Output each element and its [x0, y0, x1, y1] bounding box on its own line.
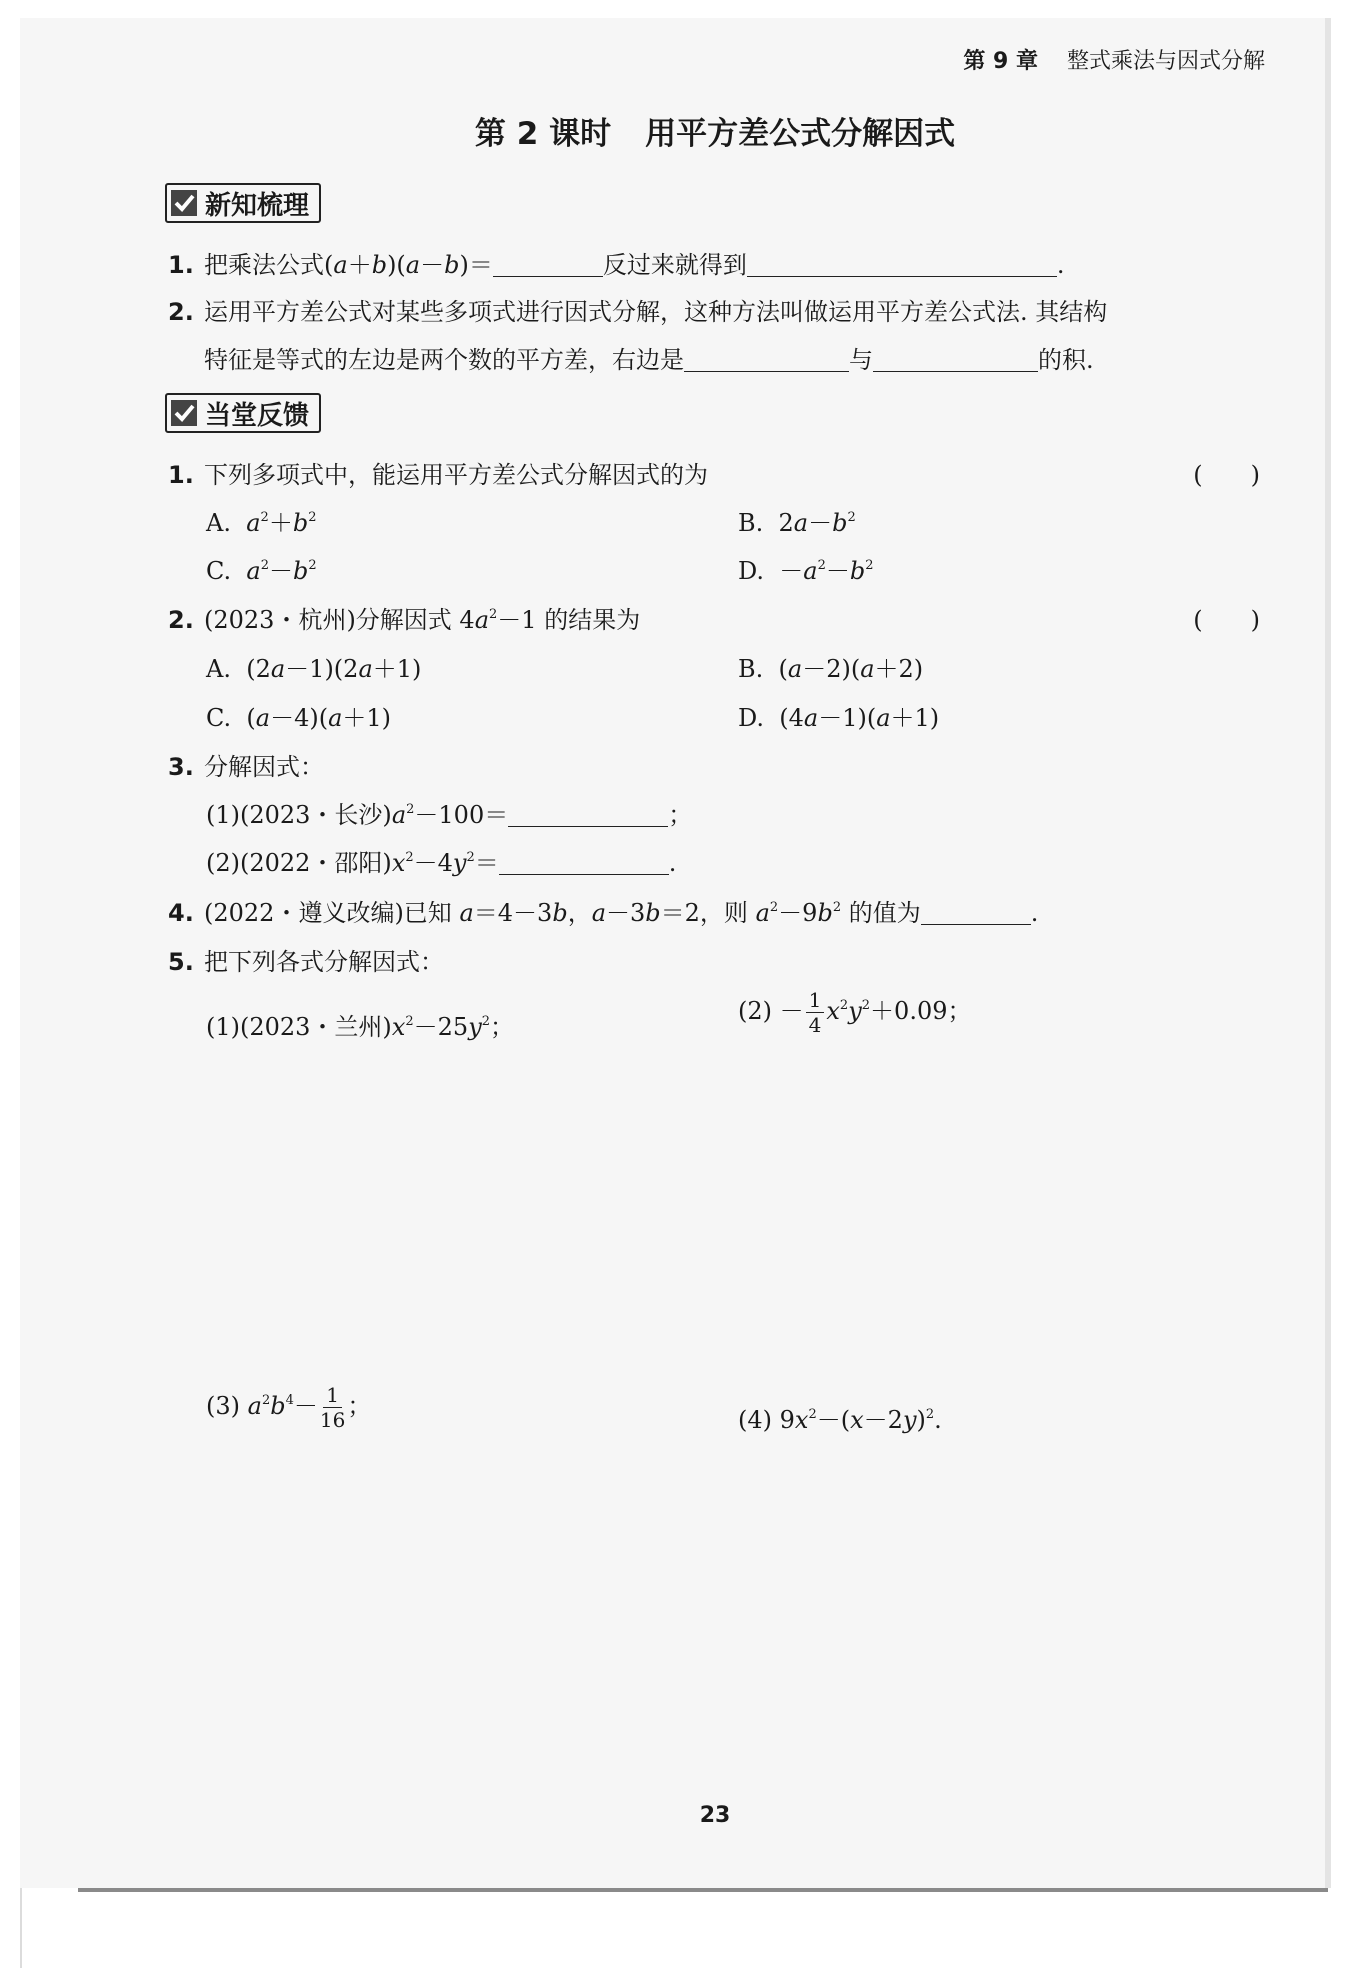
sub-question-label: (1)(2023・长沙): [206, 801, 392, 829]
fraction: $\frac{1}{4}$: [806, 990, 825, 1035]
answer-blank[interactable]: [493, 252, 603, 277]
question-text: 分解因式：: [204, 753, 324, 781]
fraction: $\frac{1}{16}$: [319, 1383, 346, 1432]
option-label: C.: [206, 704, 232, 732]
page-shadow: [1325, 18, 1331, 1888]
answer-parentheses[interactable]: ( ): [1193, 461, 1260, 489]
option-label: A.: [206, 509, 231, 537]
section-header-new-knowledge: [165, 183, 321, 223]
feedback-question-1: [168, 455, 708, 490]
answer-parentheses[interactable]: ( ): [1193, 606, 1260, 634]
question-text: 把下列各式分解因式：: [204, 948, 444, 976]
option-label: B.: [738, 655, 764, 683]
question-text: .: [1030, 899, 1039, 927]
answer-blank[interactable]: [747, 252, 1057, 277]
feedback-question-5-part-1: (1)(2023・兰州)$x^2-25y^2$；: [206, 1013, 515, 1041]
question-text: 运用平方差公式对某些多项式进行因式分解，这种方法叫做运用平方差公式法. 其结构: [204, 298, 1108, 326]
section-header-feedback: [165, 393, 321, 433]
question-text: －1 的结果为: [497, 606, 641, 634]
question-number: 2.: [168, 606, 194, 634]
answer-blank[interactable]: [508, 802, 668, 827]
option-b[interactable]: B. (a－2)(a＋2): [738, 655, 924, 683]
knowledge-question-2: [168, 292, 1107, 327]
option-a[interactable]: A. $a^2+b^2$: [206, 509, 317, 537]
option-c[interactable]: C. (a－4)(a＋1): [206, 704, 392, 732]
question-text: .: [668, 849, 677, 877]
sub-question-label: (3): [206, 1392, 240, 1420]
question-text: (2022・遵义改编)已知: [204, 899, 452, 927]
question-text: 把乘法公式(: [204, 251, 334, 279]
feedback-question-3-part-2: (2)(2022・邵阳)$x^2-4y^2=$ .: [206, 849, 677, 877]
feedback-question-3-part-1: (1)(2023・长沙)$a^2-100=$ ；: [206, 801, 693, 829]
question-text: 特征是等式的左边是两个数的平方差，右边是: [204, 346, 684, 374]
question-text: 的值为: [848, 899, 921, 927]
option-b[interactable]: B. $2a-b^2$: [738, 509, 856, 537]
question-text: (2023・杭州)分解因式 4: [204, 606, 475, 634]
question-number: 1.: [168, 251, 194, 279]
question-text: ；: [668, 801, 693, 829]
option-label: B.: [738, 509, 764, 537]
feedback-question-5-part-2: (2) － $\frac{1}{4}$ $x^2y^2+0.09$；: [738, 988, 972, 1037]
answer-blank[interactable]: [873, 347, 1038, 372]
knowledge-question-2-line2: [204, 340, 1094, 375]
option-label: D.: [738, 557, 765, 585]
lesson-number: 第 2 课时: [474, 116, 612, 152]
question-text: 反过来就得到: [602, 251, 747, 279]
lesson-title: [0, 108, 1350, 153]
question-number: 2.: [168, 298, 194, 326]
feedback-question-4: 4. (2022・遵义改编)已知 a＝4－3b，a－3b＝2，则 $a^2-9b^2$ 的值为 .: [168, 899, 1039, 927]
page-bottom-edge: [78, 1888, 1328, 1892]
chapter-number: 第 9 章: [963, 49, 1038, 74]
option-label: D.: [738, 704, 765, 732]
page-number: 23: [699, 1803, 731, 1828]
sub-question-label: (1)(2023・兰州): [206, 1013, 392, 1041]
question-number: 3.: [168, 753, 194, 781]
lesson-topic: 用平方差公式分解因式: [645, 116, 956, 152]
option-d[interactable]: D. (4a－1)(a＋1): [738, 704, 940, 732]
feedback-question-3: [168, 747, 324, 782]
question-text: 的积.: [1038, 346, 1094, 374]
sub-question-label: (2): [738, 997, 772, 1025]
section-label: 新知梳理: [205, 190, 310, 221]
option-a[interactable]: A. (2a－1)(2a＋1): [206, 655, 422, 683]
answer-blank[interactable]: [684, 347, 849, 372]
checkbox-icon: [171, 400, 197, 426]
feedback-question-5: [168, 942, 444, 977]
feedback-question-2: 2. (2023・杭州)分解因式 $4a^2-1$ 的结果为: [168, 606, 641, 634]
question-text: .: [1056, 251, 1065, 279]
question-text: 与: [849, 346, 873, 374]
section-label: 当堂反馈: [205, 400, 310, 431]
knowledge-question-1: 1. 把乘法公式(a＋b)(a－b)＝ 反过来就得到 .: [168, 251, 1065, 279]
chapter-title: 整式乘法与因式分解: [1066, 49, 1265, 74]
question-number: 1.: [168, 461, 194, 489]
question-number: 4.: [168, 899, 194, 927]
feedback-question-5-part-4: (4) $9x^2-(x-2y)^2$.: [738, 1406, 942, 1434]
question-number: 5.: [168, 948, 194, 976]
answer-blank[interactable]: [499, 850, 669, 875]
question-text: )＝: [459, 251, 493, 279]
option-label: A.: [206, 655, 231, 683]
checkbox-icon: [171, 190, 197, 216]
question-text: 下列多项式中，能运用平方差公式分解因式的为: [204, 461, 708, 489]
sub-question-label: (4): [738, 1406, 772, 1434]
sub-question-label: (2)(2022・邵阳): [206, 849, 392, 877]
running-header: [963, 44, 1265, 75]
option-d[interactable]: D. $-a^2-b^2$: [738, 557, 874, 585]
option-label: C.: [206, 557, 232, 585]
option-c[interactable]: C. $a^2-b^2$: [206, 557, 317, 585]
answer-blank[interactable]: [921, 900, 1031, 925]
feedback-question-5-part-3: (3) $a^2b^4-$ $\frac{1}{16}$ ；: [206, 1383, 372, 1432]
